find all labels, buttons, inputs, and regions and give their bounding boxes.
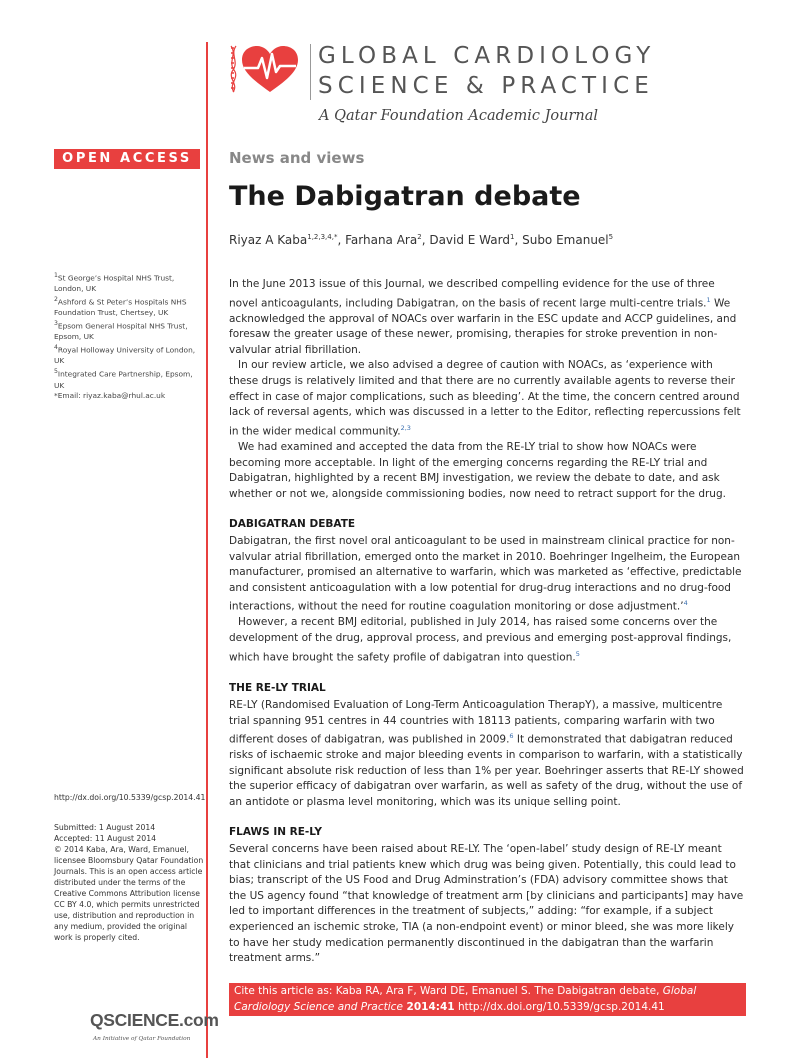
affiliations: [54, 271, 204, 402]
open-access-badge: OPEN ACCESS: [54, 149, 200, 169]
journal-logo-icon: [228, 44, 302, 94]
accent-divider: [206, 42, 208, 1058]
section-body: [229, 842, 745, 967]
reference-ref[interactable]: 1: [706, 295, 711, 304]
reference-ref[interactable]: 4: [683, 599, 688, 608]
corresponding-author-mark: *: [333, 233, 338, 241]
author-name: Riyaz A Kaba: [229, 233, 308, 247]
section-heading: FLAWS IN RE-LY: [229, 826, 322, 838]
body-paragraph: However, a recent BMJ editorial, published in July 2014, has raised some concerns over the development of the drug, approval process, and previous and emerging post-approval findings, which have brought the safety profile of dabigatran into question.$^5$: [229, 616, 732, 664]
doi-link[interactable]: http://dx.doi.org/10.5339/gcsp.2014.41: [54, 793, 206, 802]
affiliation-item: $^4$Royal Holloway University of London, UK: [54, 344, 196, 366]
license-text: © 2014 Kaba, Ara, Ward, Emanuel, licensee Bloomsbury Qatar Foundation Journals. This is an open access article distributed under the terms of the Creative Commons Attribution license CC BY 4.0, which permits unrestricted use, distribution and reproduction in any medium, provided the original work is properly cited.: [54, 845, 204, 942]
journal-tagline: A Qatar Foundation Academic Journal: [319, 108, 599, 124]
article-dates: [54, 822, 206, 943]
publisher-logo[interactable]: QSCIENCE.com: [90, 1010, 219, 1030]
author-affiliation-ref: 1: [509, 233, 515, 241]
reference-ref[interactable]: 6: [509, 732, 514, 741]
article-title: The Dabigatran debate: [229, 181, 581, 212]
author-affiliation-ref: 2: [417, 233, 422, 241]
affiliation-item: $^5$Integrated Care Partnership, Epsom, UK: [54, 368, 193, 390]
body-paragraph: Dabigatran, the first novel oral anticoagulant to be used in mainstream clinical practice for non-valvular atrial fibrillation, emerged onto the market in 2010. Boehringer Ingelheim, the European manufacturer, promised an alternative to warfarin, which was marketed as ‘effective, predictable and consistent anticoagulation with a low potential for drug-drug interactions and no drug-food interactions, without the need for routine coagulation monitoring or dose adjustment.’$^4$: [229, 535, 742, 613]
author-name: David E Ward: [429, 233, 510, 247]
journal-name-line1: GLOBAL CARDIOLOGY: [318, 43, 656, 69]
reference-ref[interactable]: 5: [575, 649, 580, 658]
body-paragraph: Several concerns have been raised about RE-LY. The ‘open-label’ study design of RE-LY meant that clinicians and trial patients knew which drug was being given. Potentially, this could lead to bias; transcript of the US Food and Drug Adminstration’s (FDA) advisory committee shows that the US agency found “that knowledge of treatment arm [by clinicians and participants] may have led to important differences in the treatment of subjects,” adding: “for example, if a subject experienced an ischemic stroke, TIA (a non-endpoint event) or minor bleed, she was more likely to have her study medication permanently discontinued in the dabigatran than the warfarin treatment arms.”: [229, 843, 744, 965]
section-heading: THE RE-LY TRIAL: [229, 682, 326, 694]
author-affiliation-ref: 5: [608, 233, 614, 241]
corresponding-email: *Email: riyaz.kaba@rhul.ac.uk: [54, 391, 166, 401]
section-body: [229, 534, 745, 666]
author-list: Riyaz A Kaba$^{1,2,3,4,*}$, Farhana Ara$^2$, David E Ward$^1$, Subo Emanuel$^5$: [229, 233, 614, 247]
author-name: Farhana Ara: [345, 233, 418, 247]
body-paragraph: In our review article, we also advised a degree of caution with NOACs, as ‘experience with these drugs is relatively limited and that there are no currently available agents to reverse their effect in case of major complications, such as bleeding’. At the time, the concern centred around lack of reversal agents, which was discussed in a letter to the Editor, reflecting repercussions felt in the wider medical community.$^{2,3}$: [229, 359, 741, 438]
intro-paragraphs: [229, 277, 745, 502]
citation-box: [229, 983, 746, 1016]
article-section: News and views: [229, 149, 365, 167]
body-paragraph: We had examined and accepted the data from the RE-LY trial to show how NOACs were becoming more acceptable. In light of the emerging concerns regarding the RE-LY trial and Dabigatran, highlighted by a recent BMJ investigation, we review the debate to date, and ask whether or not we, alongside commissioning bodies, now need to retract support for the drug.: [229, 440, 726, 500]
accepted-date: Accepted: 11 August 2014: [54, 834, 156, 843]
publisher-subtitle: An Initiative of Qatar Foundation: [93, 1036, 191, 1042]
author-affiliation-ref: 1,2,3,4,: [307, 233, 334, 241]
logo-separator: [310, 44, 311, 100]
journal-name-line2: SCIENCE & PRACTICE: [318, 73, 654, 99]
body-paragraph: In the June 2013 issue of this Journal, we described compelling evidence for the use of three novel anticoagulants, including Dabigatran, on the basis of recent large multi-centre trials.$^1$ We acknowledged the approval of NOACs over warfarin in the ESC update and ACCP guidelines, and foresaw the greater usage of these newer, promising, therapies for stroke prevention in non-valvular atrial fibrillation.: [229, 278, 737, 356]
section-heading: DABIGATRAN DEBATE: [229, 518, 356, 530]
citation-text: Cite this article as: Kaba RA, Ara F, Ward DE, Emanuel S. The Dabigatran debate,: [234, 985, 663, 997]
reference-ref[interactable]: 2,3: [400, 423, 411, 432]
affiliation-item: $^2$Ashford & St Peter’s Hospitals NHS Foundation Trust, Chertsey, UK: [54, 296, 187, 318]
citation-volume: 2014:41: [402, 1000, 455, 1013]
citation-journal: Global Cardiology Science and Practice: [234, 985, 697, 1013]
submitted-date: Submitted: 1 August 2014: [54, 823, 156, 832]
section-body: [229, 698, 745, 811]
citation-link[interactable]: http://dx.doi.org/10.5339/gcsp.2014.41: [454, 1000, 665, 1013]
affiliation-item: $^1$St George’s Hospital NHS Trust, London, UK: [54, 272, 175, 294]
affiliation-item: $^3$Epsom General Hospital NHS Trust, Epsom, UK: [54, 320, 188, 342]
body-paragraph: RE-LY (Randomised Evaluation of Long-Term Anticoagulation TherapY), a massive, multicentre trial spanning 951 centres in 44 countries with 18113 patients, comparing warfarin with two different doses of dabigatran, was published in 2009.$^6$ It demonstrated that dabigatran reduced risks of ischaemic stroke and major bleeding events in comparison to warfarin, with a statistically significant absolute risk reduction of less than 1% per year. Boehringer asserts that RE-LY showed the superior efficacy of dabigatran over warfarin, as well as safety of the drug, without the use of an antidote or plasma level monitoring, which was its unique selling point.: [229, 699, 744, 809]
author-name: Subo Emanuel: [522, 233, 609, 247]
